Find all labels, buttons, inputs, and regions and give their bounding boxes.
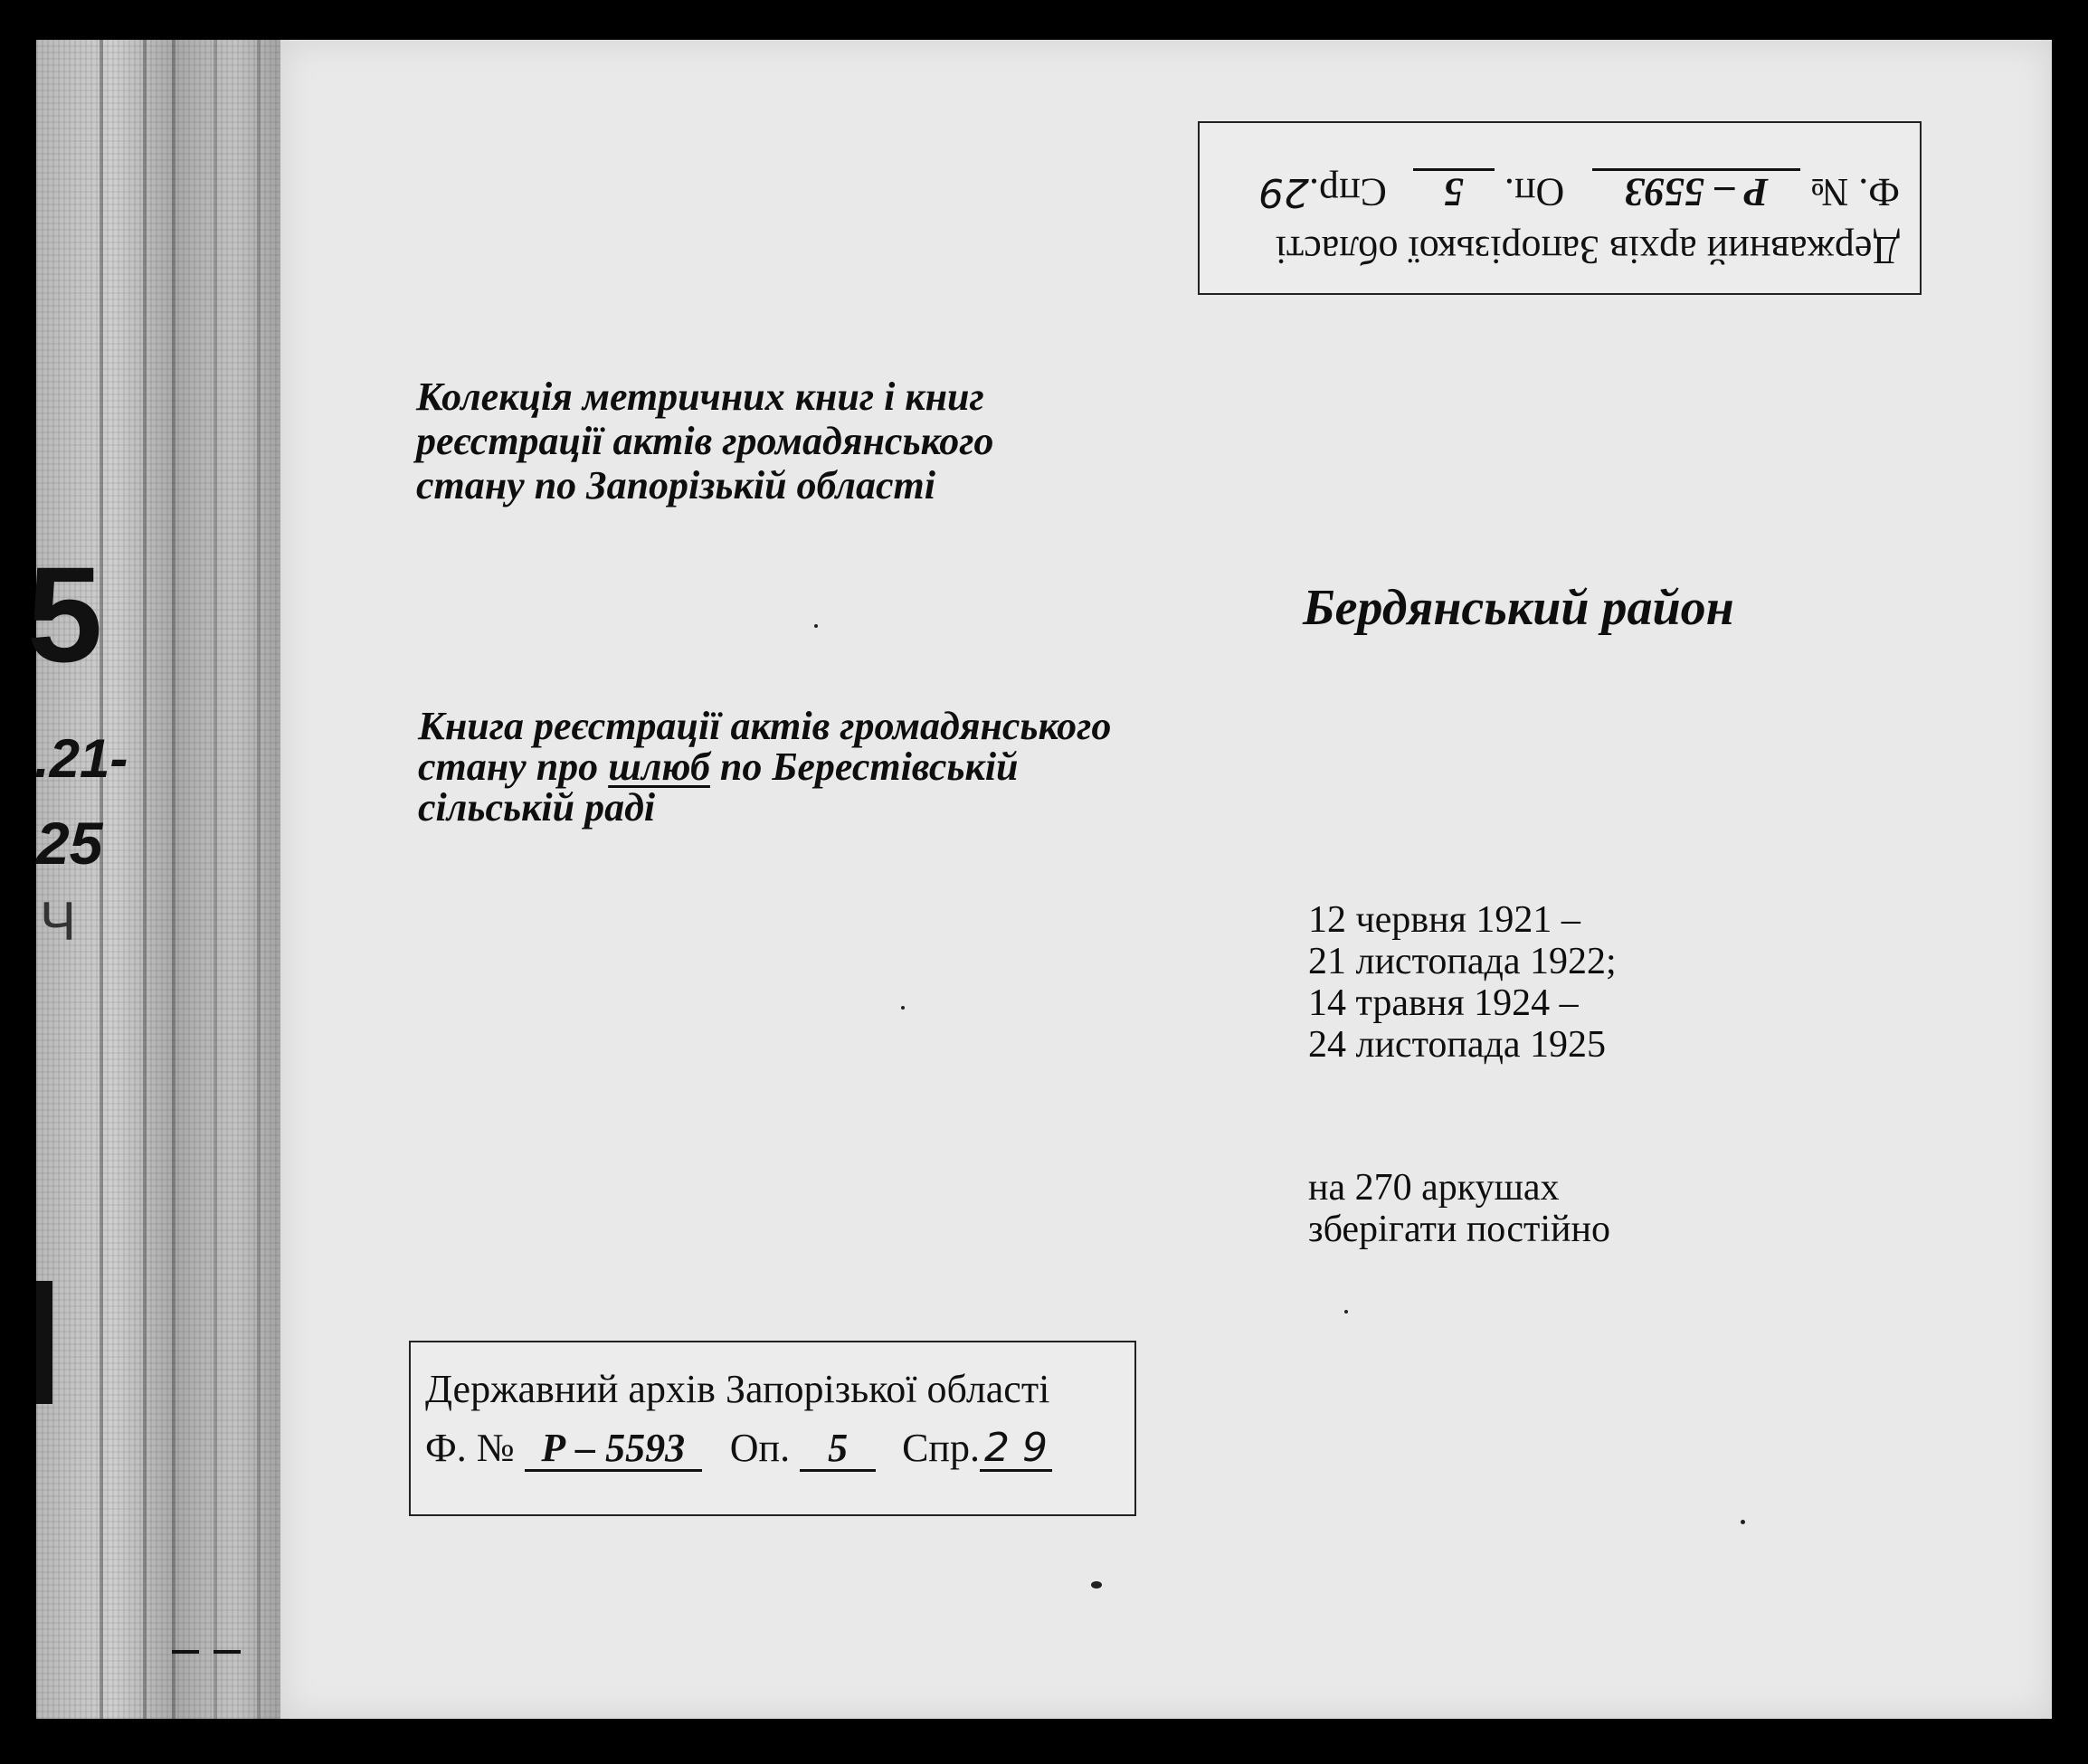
collection-title-line: реєстрації актів громадянського <box>416 419 994 463</box>
date-line: 21 листопада 1922; <box>1308 941 1617 982</box>
book-title-line: сільській раді <box>418 785 656 830</box>
archive-stamp <box>409 1341 1136 1516</box>
inverted-archive-stamp <box>1198 121 1922 295</box>
paper-speck <box>814 624 818 628</box>
stamp-sprava-value: 2 9 <box>980 1427 1052 1472</box>
spine-mark-letter: Ч <box>40 891 76 952</box>
stamp-fond-label: Ф. № <box>425 1426 515 1470</box>
spine-mark-year-end: 25 <box>36 810 103 877</box>
book-spine <box>27 40 291 1719</box>
stamp-archive-name: Державний архів Запорізької області <box>425 1367 1050 1411</box>
book-title-line: Книга реєстрації актів громадянського <box>418 704 1112 748</box>
sheet-count: на 270 аркушах <box>1308 1167 1560 1209</box>
stamp-opys-value: 5 <box>800 1427 876 1472</box>
spine-mark-year-start: .21- <box>34 728 128 789</box>
spine-dash-mark <box>214 1650 241 1654</box>
date-range <box>1308 899 1617 1066</box>
date-line: 24 листопада 1925 <box>1308 1024 1607 1066</box>
inverted-stamp-fond-value: Р – 5593 <box>1592 168 1800 213</box>
inverted-stamp-opys-value: 5 <box>1413 168 1495 213</box>
date-line: 14 травня 1924 – <box>1308 982 1579 1024</box>
inverted-stamp-opys-label: Оп. <box>1504 170 1565 214</box>
collection-title <box>416 375 993 507</box>
spine-dark-mark <box>36 1281 52 1404</box>
inverted-stamp-sprava-label: Спр. <box>1309 170 1387 214</box>
book-title-line <box>418 746 1111 787</box>
storage-term: зберігати постійно <box>1308 1209 1610 1250</box>
book-title-text: по Берестівській <box>709 744 1019 789</box>
spine-dash-mark <box>172 1650 199 1654</box>
book-title <box>418 706 1111 828</box>
collection-title-line: стану по Запорізькій області <box>416 463 935 507</box>
paper-speck <box>1091 1581 1102 1589</box>
stamp-opys-label: Оп. <box>729 1426 791 1470</box>
stamp-fond-value: Р – 5593 <box>525 1427 702 1472</box>
district-heading: Бердянський район <box>1303 580 1734 636</box>
book-title-text: стану про <box>418 744 609 789</box>
spine-mark-number: 5 <box>27 538 103 690</box>
paper-speck <box>901 1006 905 1010</box>
inverted-stamp-sprava-value: 29 <box>1258 169 1310 215</box>
collection-title-line: Колекція метричних книг і книг <box>416 375 984 419</box>
book-title-underlined-word: шлюб <box>608 744 710 789</box>
paper-speck <box>1741 1520 1745 1524</box>
stamp-sprava-label: Спр. <box>902 1426 980 1470</box>
date-line: 12 червня 1921 – <box>1308 899 1580 941</box>
paper-speck <box>1344 1310 1348 1314</box>
inverted-stamp-archive-name: Державний архів Запорізької області <box>1275 228 1900 272</box>
sheet-info <box>1308 1167 1610 1250</box>
inverted-stamp-fond-label: Ф. № <box>1810 170 1900 214</box>
